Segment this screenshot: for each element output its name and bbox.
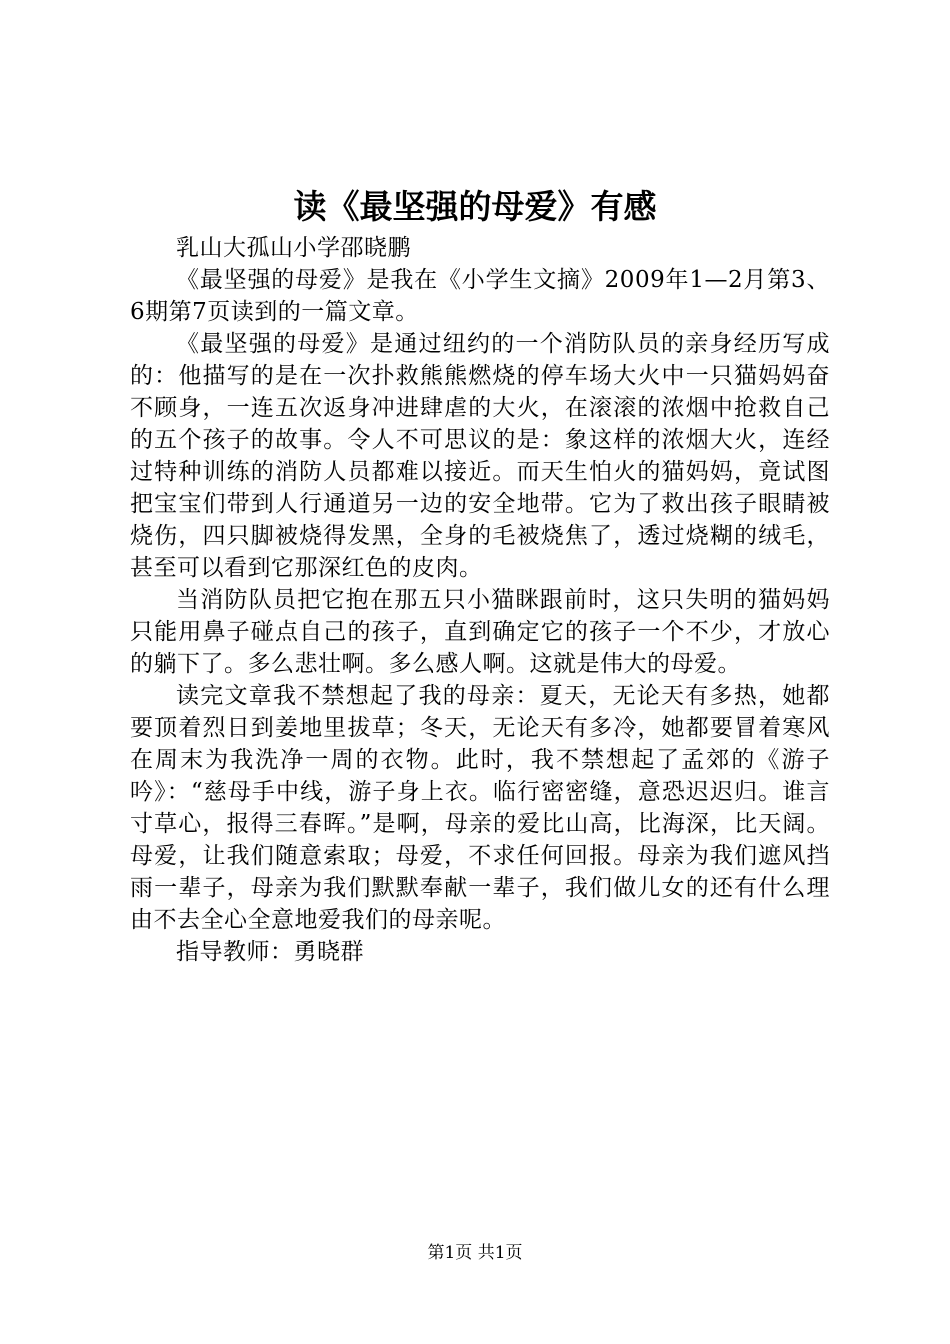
- paragraph-1: 《最坚强的母爱》是我在《小学生文摘》2009年1—2月第3、6期第7页读到的一篇文章。: [130, 267, 830, 325]
- author-line: 乳山大孤山小学邵晓鹏: [176, 235, 411, 261]
- page-number-footer: 第1页 共1页: [427, 1243, 523, 1263]
- document-title: 读《最坚强的母爱》有感: [293, 187, 657, 226]
- paragraph-2: 《最坚强的母爱》是通过纽约的一个消防队员的亲身经历写成的：他描写的是在一次扑救熊熊燃烧的停车场大火中一只猫妈妈奋不顾身，一连五次返身冲进肆虐的大火，在滚滚的浓烟中抢救自己的五个孩子的故事。令人不可思议的是：象这样的浓烟大火，连经过特种训练的消防人员都难以接近。而天生怕火的猫妈妈，竟试图把宝宝们带到人行通道另一边的安全地带。它为了救出孩子眼睛被烧伤，四只脚被烧得发黑，全身的毛被烧焦了，透过烧糊的绒毛，甚至可以看到它那深红色的皮肉。: [130, 331, 830, 581]
- paragraph-4: 读完文章我不禁想起了我的母亲：夏天，无论天有多热，她都要顶着烈日到姜地里拔草；冬天，无论天有多冷，她都要冒着寒风在周末为我洗净一周的衣物。此时，我不禁想起了孟郊的《游子吟》：“慈母手中线，游子身上衣。临行密密缝，意恐迟迟归。谁言寸草心，报得三春晖。”是啊，母亲的爱比山高，比海深，比天阔。母爱，让我们随意索取；母爱，不求任何回报。母亲为我们遮风挡雨一辈子，母亲为我们默默奉献一辈子，我们做儿女的还有什么理由不去全心全意地爱我们的母亲呢。: [130, 683, 830, 933]
- paragraph-3: 当消防队员把它抱在那五只小猫眯跟前时，这只失明的猫妈妈只能用鼻子碰点自己的孩子，直到确定它的孩子一个不少，才放心的躺下了。多么悲壮啊。多么感人啊。这就是伟大的母爱。: [130, 587, 830, 677]
- document-body: [130, 232, 830, 968]
- teacher-line: 指导教师：勇晓群: [176, 939, 364, 965]
